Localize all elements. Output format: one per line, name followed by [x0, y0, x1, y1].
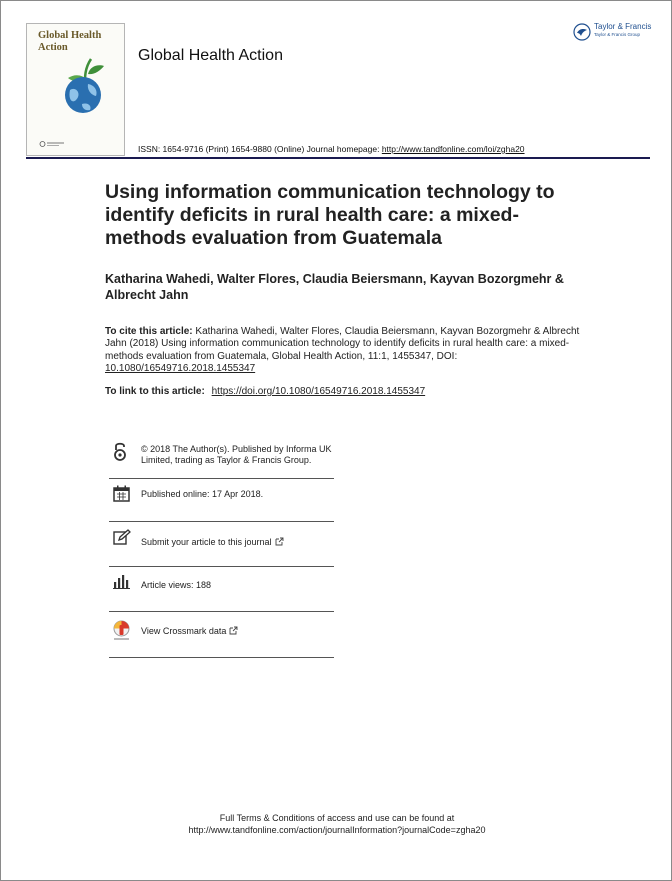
- published-row: [109, 485, 334, 525]
- open-access-icon: [113, 441, 127, 461]
- copyright-text: © 2018 The Author(s). Published by Informa UK Limited, trading as Taylor & Francis Group.: [141, 444, 332, 465]
- header-divider: [26, 157, 650, 159]
- open-access-row: [109, 441, 334, 481]
- info-divider: [109, 611, 334, 612]
- article-authors: Katharina Wahedi, Walter Flores, Claudia Beiersmann, Kayvan Bozorgmehr & Albrecht Jahn: [105, 272, 564, 302]
- external-link-icon: [229, 626, 238, 635]
- info-divider: [109, 478, 334, 479]
- article-title: Using information communication technology to identify deficits in rural health care: a mixed-methods evaluation from Guatemala: [105, 181, 555, 249]
- issn-line: [138, 144, 525, 154]
- edit-icon: [113, 529, 131, 545]
- published-date: Published online: 17 Apr 2018.: [141, 489, 264, 499]
- footer-terms-url[interactable]: http://www.tandfonline.com/action/journalInformation?journalCode=zgha20: [188, 825, 486, 835]
- crossmark-icon: [113, 620, 130, 642]
- crossmark-row[interactable]: [109, 620, 334, 660]
- cite-text: Katharina Wahedi, Walter Flores, Claudia Beiersmann, Kayvan Bozorgmehr & Albrecht Jahn (2018) Using information communication technology to identify deficits in rural health care: a mixed-methods evaluation from Guatemala, Global Health Action, 11:1, 1455347, DOI:: [105, 326, 580, 362]
- link-label: To link to this article:: [105, 386, 205, 397]
- journal-name: Global Health Action: [138, 47, 283, 64]
- submit-row[interactable]: [109, 529, 334, 569]
- views-row[interactable]: [109, 574, 334, 614]
- citation: [105, 326, 585, 375]
- crossmark-link[interactable]: View Crossmark data: [141, 626, 337, 637]
- calendar-icon: [113, 485, 130, 502]
- journal-homepage-link[interactable]: http://www.tandfonline.com/loi/zgha20: [381, 144, 525, 154]
- article-views: Article views: 188: [141, 580, 212, 590]
- publisher-name: Taylor & Francis: [594, 22, 652, 31]
- info-divider: [109, 566, 334, 567]
- bar-chart-icon: [113, 574, 131, 589]
- footer-terms-text: Full Terms & Conditions of access and use can be found at: [219, 813, 455, 823]
- info-divider: [109, 657, 334, 658]
- submit-article-link[interactable]: Submit your article to this journal: [141, 537, 337, 548]
- info-divider: [109, 521, 334, 522]
- cover-title: Global Health Action: [38, 30, 102, 53]
- article-doi-link[interactable]: https://doi.org/10.1080/16549716.2018.1455347: [211, 386, 426, 397]
- cite-doi-link[interactable]: 10.1080/16549716.2018.1455347: [105, 362, 256, 374]
- publisher-subtitle: Taylor & Francis Group: [594, 32, 641, 37]
- globe-sprout-icon: [60, 54, 108, 114]
- taylor-francis-logo-icon: [573, 23, 591, 41]
- external-link-icon: [275, 537, 284, 546]
- cite-label: To cite this article:: [105, 326, 193, 337]
- issn-text: ISSN: 1654-9716 (Print) 1654-9880 (Online) Journal homepage:: [138, 144, 380, 154]
- article-link: [105, 386, 425, 397]
- terms-footer: [1, 812, 672, 836]
- cover-publisher-mark-icon: [39, 140, 65, 148]
- journal-cover[interactable]: [26, 23, 125, 156]
